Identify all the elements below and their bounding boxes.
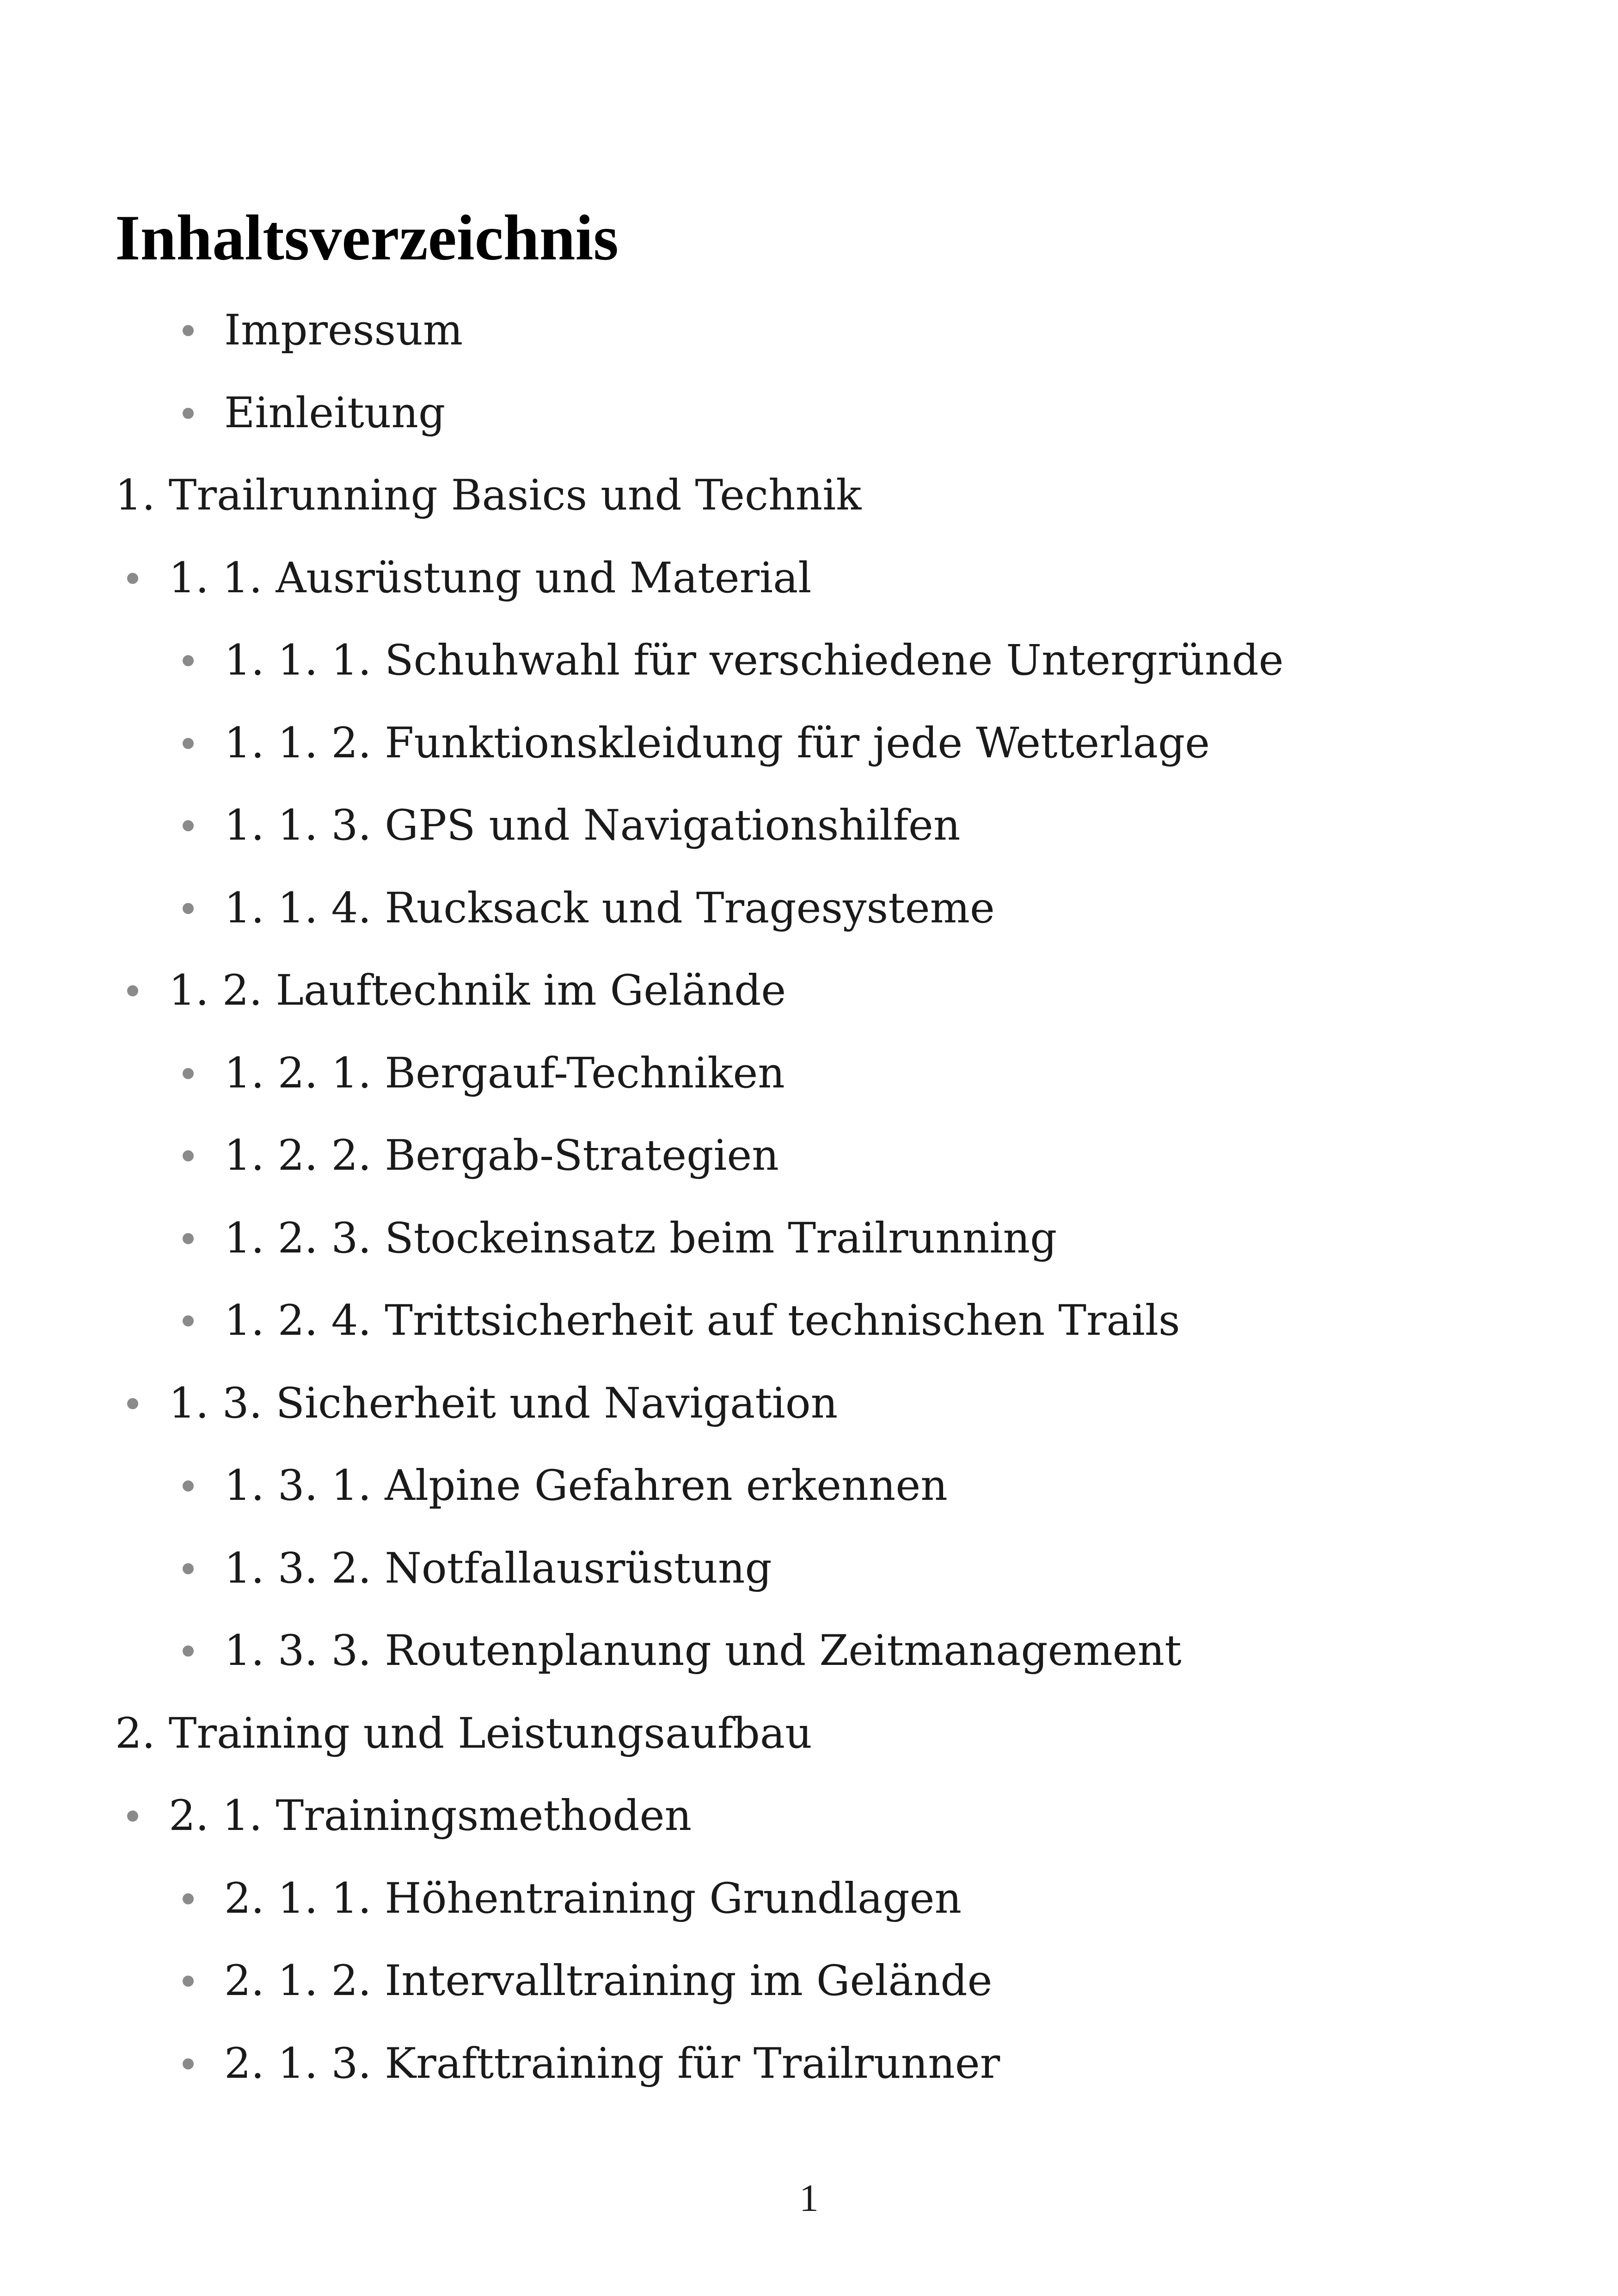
toc-entry[interactable] — [169, 956, 786, 1025]
bullet-icon — [183, 1068, 194, 1079]
bullet-icon — [127, 573, 138, 584]
toc-entry[interactable] — [224, 1039, 785, 1108]
bullet-icon — [183, 1480, 194, 1492]
toc-entry-label: 1. 3. 2. Notfallausrüstung — [224, 1544, 772, 1593]
bullet-icon — [183, 408, 194, 419]
toc-entry-label: Einleitung — [224, 389, 446, 437]
page-number: 1 — [799, 2177, 819, 2220]
toc-entry-label: 1. 1. 4. Rucksack und Tragesysteme — [224, 884, 995, 933]
toc-entry[interactable] — [224, 1946, 992, 2016]
toc-entry[interactable] — [169, 1781, 692, 1851]
bullet-icon — [183, 1150, 194, 1161]
bullet-icon — [183, 903, 194, 914]
toc-entry-label: 1. 2. 3. Stockeinsatz beim Trailrunning — [224, 1214, 1057, 1263]
toc-entry-label: 1. 3. 3. Routenplanung und Zeitmanagement — [224, 1627, 1182, 1675]
bullet-icon — [183, 1893, 194, 1904]
toc-entry-label: 1. 3. Sicherheit und Navigation — [169, 1379, 838, 1428]
toc-entry[interactable] — [224, 1864, 962, 1934]
toc-entry-label: 1. Trailrunning Basics und Technik — [115, 471, 862, 520]
toc-entry[interactable] — [224, 1616, 1182, 1686]
toc-entry-label: 1. 1. 1. Schuhwahl für verschiedene Untergründe — [224, 636, 1284, 685]
toc-entry-label: 2. 1. 2. Intervalltraining im Gelände — [224, 1957, 993, 2005]
toc-entry-label: 1. 2. Lauftechnik im Gelände — [169, 966, 786, 1015]
toc-entry[interactable] — [224, 1204, 1057, 1273]
toc-entry-label: 1. 2. 4. Trittsicherheit auf technischen Trails — [224, 1296, 1180, 1345]
toc-entry[interactable] — [224, 1451, 948, 1521]
toc-entry[interactable] — [224, 709, 1210, 778]
bullet-icon — [183, 2058, 194, 2069]
toc-entry-label: 2. 1. 3. Krafttraining für Trailrunner — [224, 2039, 1000, 2088]
toc-entry-label: 1. 2. 2. Bergab-Strategien — [224, 1131, 779, 1180]
bullet-icon — [183, 1645, 194, 1657]
toc-entry[interactable] — [115, 461, 861, 530]
bullet-icon — [127, 985, 138, 996]
toc-entry[interactable] — [224, 2029, 1000, 2099]
bullet-icon — [127, 1811, 138, 1822]
toc-entry[interactable] — [224, 874, 995, 943]
bullet-icon — [183, 1563, 194, 1574]
bullet-icon — [183, 655, 194, 666]
toc-entry[interactable] — [169, 544, 812, 613]
bullet-icon — [183, 1315, 194, 1326]
toc-entry-label: 1. 1. 3. GPS und Navigationshilfen — [224, 801, 961, 850]
toc-entry[interactable] — [224, 626, 1284, 695]
bullet-icon — [183, 820, 194, 831]
toc-entry-label: 2. Training und Leistungsaufbau — [115, 1709, 812, 1758]
bullet-icon — [183, 738, 194, 749]
toc-entry-label: 1. 1. Ausrüstung und Material — [169, 554, 812, 602]
toc-entry[interactable] — [224, 296, 463, 365]
toc-title: Inhaltsverzeichnis — [115, 202, 619, 274]
toc-entry-label: 1. 3. 1. Alpine Gefahren erkennen — [224, 1461, 948, 1510]
toc-entry[interactable] — [224, 1534, 772, 1603]
toc-entry-label: 2. 1. Trainingsmethoden — [169, 1792, 692, 1840]
toc-entry-label: Impressum — [224, 306, 463, 355]
toc-entry[interactable] — [169, 1369, 838, 1438]
toc-entry[interactable] — [115, 1699, 812, 1768]
toc-entry[interactable] — [224, 1286, 1180, 1356]
bullet-icon — [183, 325, 194, 336]
toc-entry[interactable] — [224, 791, 960, 860]
bullet-icon — [183, 1976, 194, 1987]
toc-entry-label: 2. 1. 1. Höhentraining Grundlagen — [224, 1874, 962, 1923]
toc-entry[interactable] — [224, 379, 445, 448]
bullet-icon — [183, 1233, 194, 1244]
bullet-icon — [127, 1398, 138, 1409]
toc-entry-label: 1. 2. 1. Bergauf-Techniken — [224, 1049, 785, 1098]
toc-entry[interactable] — [224, 1121, 779, 1191]
toc-entry-label: 1. 1. 2. Funktionskleidung für jede Wetterlage — [224, 719, 1210, 767]
